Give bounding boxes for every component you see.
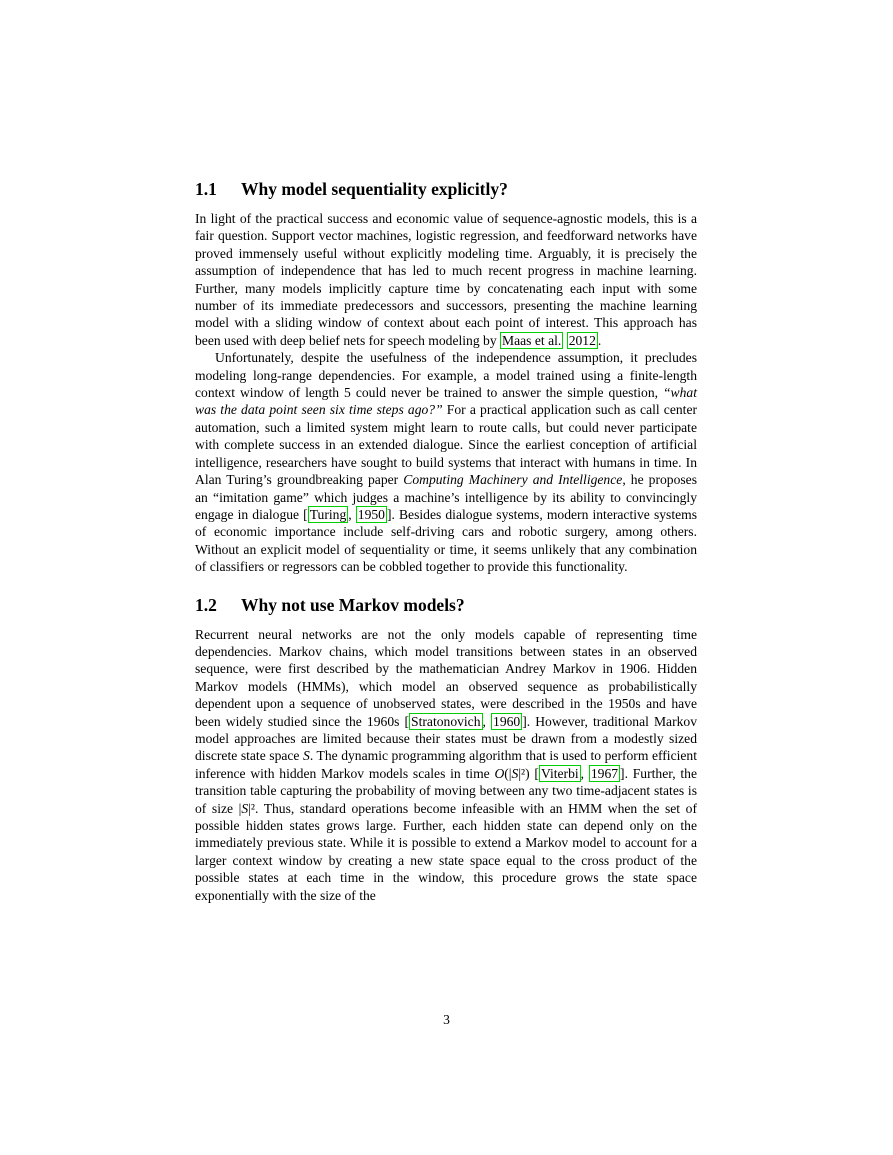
emphasis-text: “what was the data point seen six time steps ago?” bbox=[195, 385, 697, 418]
section-title: Why model sequentiality explicitly? bbox=[241, 179, 508, 199]
paragraph bbox=[195, 349, 697, 575]
citation-link[interactable]: Maas et al. bbox=[502, 332, 562, 348]
citation-link[interactable]: 1960 bbox=[493, 713, 521, 729]
emphasis-text: S bbox=[511, 765, 519, 781]
section-heading bbox=[195, 178, 697, 200]
section-2 bbox=[195, 594, 697, 905]
paragraph-text: (| bbox=[504, 765, 512, 781]
paragraph-text: , bbox=[580, 765, 589, 781]
section-title: Why not use Markov models? bbox=[241, 594, 465, 615]
paragraph-text: ]. Further, the transition table capturing the probability of moving between any two time-adjacent states is of size | bbox=[195, 765, 698, 816]
section-1 bbox=[195, 178, 697, 576]
paragraph-text: For a practical application such as call center automation, such a limited system might learn to route calls, but could never participate with complete success in an extended dialogue. Since the earliest conception of artificial intelligence, researchers have sought to build systems that interact with humans in time. In Alan Turing’s groundbreaking paper bbox=[195, 402, 697, 488]
paragraph-text: , bbox=[348, 506, 356, 522]
paragraph-text: . The dynamic programming algorithm that is used to perform efficient inference with hidden Markov models scales in time bbox=[195, 748, 697, 781]
emphasis-text: Computing Machinery and Intelligence bbox=[403, 472, 623, 488]
paragraph-text: Unfortunately, despite the usefulness of the independence assumption, it precludes modeling long-range dependencies. For example, a model trained using a finite-length context window of length 5 could never be trained to answer the simple question, bbox=[195, 350, 697, 401]
paragraph-text: . bbox=[597, 332, 602, 348]
emphasis-text: S bbox=[303, 748, 310, 764]
paragraph-text: , he proposes an “imitation game” which judges a machine’s intelligence by its ability to convincingly engage in dialogue [ bbox=[195, 472, 697, 522]
section-number: 1.1 bbox=[195, 179, 217, 199]
paragraph bbox=[195, 626, 697, 905]
paragraph-text: |²) [ bbox=[518, 765, 539, 781]
paragraph bbox=[195, 210, 697, 349]
paragraph-text: , bbox=[482, 713, 492, 729]
paragraph-text: ]. However, traditional Markov model approaches are limited because their states must be drawn from a modestly sized discrete state space bbox=[195, 713, 698, 764]
paragraph-text: |². Thus, standard operations become infeasible with an HMM when the set of possible hidden states grows large. Further, each hidden state can depend only on the immediately previous state. While it is possible to extend a Markov model to account for a larger context window by creating a new state space equal to the cross product of the possible states at each time in the window, this procedure grows the state space exponentially with the size of the bbox=[195, 800, 697, 903]
section-number: 1.2 bbox=[195, 594, 217, 615]
citation-link[interactable]: 2012 bbox=[568, 332, 596, 348]
citation-link[interactable]: Turing bbox=[309, 506, 347, 522]
emphasis-text: S bbox=[241, 800, 249, 816]
section-heading bbox=[195, 594, 697, 616]
paragraph-text: In light of the practical success and economic value of sequence-agnostic models, this is a fair question. Support vector machines, logistic regression, and feedforward networks have proved immensely useful without explicitly modeling time. Arguably, it is precisely the assumption of independence that has led to much recent progress in machine learning. Further, many models implicitly capture time by concatenating each input with some number of its immediate predecessors and successors, presenting the machine learning model with a sliding window of context about each point of interest. This approach has been used with deep belief nets for speech modeling by bbox=[195, 211, 697, 348]
citation-link[interactable]: 1950 bbox=[357, 506, 385, 522]
emphasis-text: O bbox=[494, 765, 505, 781]
citation-link[interactable]: 1967 bbox=[590, 765, 619, 781]
paragraph-text: ]. Besides dialogue systems, modern interactive systems of economic importance include self-driving cars and robotic surgery, among others. Without an explicit model of sequentiality or time, it seems unlikely that any combination of classifiers or regressors can be cobbled together to provide this functionality. bbox=[195, 506, 697, 575]
page-body bbox=[195, 178, 697, 904]
citation-link[interactable]: Viterbi bbox=[540, 765, 579, 781]
citation-link[interactable]: Stratonovich bbox=[411, 713, 481, 729]
page-number: 3 bbox=[443, 1012, 450, 1027]
paragraph-text: Recurrent neural networks are not the only models capable of representing time dependencies. Markov chains, which model transitions between states in an observed sequence, were first described by the mathematician Andrey Markov in 1906. Hidden Markov models (HMMs), which model an observed sequence as probabilistically dependent upon a sequence of unobserved states, were described in the 1950s and have been widely studied since the 1960s [ bbox=[195, 626, 697, 729]
